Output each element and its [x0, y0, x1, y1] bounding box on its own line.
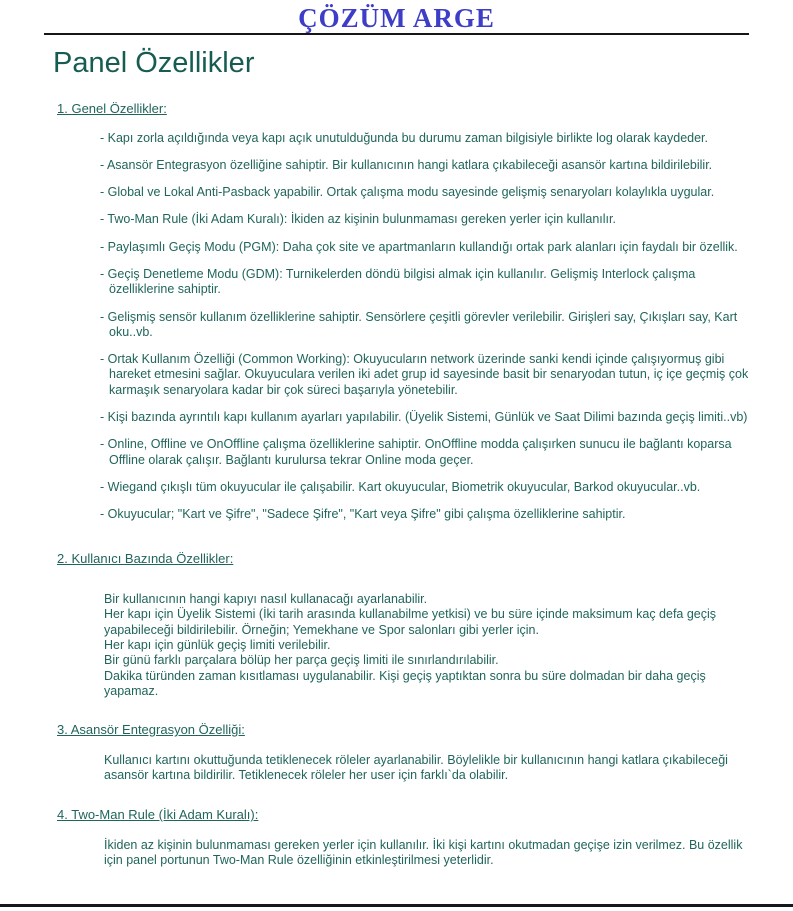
section-heading: 1. Genel Özellikler: — [57, 101, 167, 116]
section-heading: 2. Kullanıcı Bazında Özellikler: — [57, 550, 234, 566]
paragraph-line: Her kapı için günlük geçiş limiti verilebilir. — [104, 637, 331, 652]
page-title: Panel Özellikler — [53, 47, 255, 79]
section — [57, 551, 753, 700]
paragraph-line: Dakika türünden zaman kısıtlaması uygulanabilir. Kişi geçiş yaptıktan sonra bu süre dolmadan bir daha geçiş yapamaz. — [104, 668, 706, 698]
bullet-item: - Two-Man Rule (İki Adam Kuralı): İkiden az kişinin bulunmaması gereken yerler için kullanılır. — [100, 212, 755, 227]
section — [57, 722, 753, 783]
bullet-item: - Kişi bazında ayrıntılı kapı kullanım ayarları yapılabilir. (Üyelik Sistemi, Günlük ve Saat Dilimi bazında geçiş limiti..vb) — [100, 410, 755, 425]
sections-container — [57, 101, 753, 868]
bullet-item: - Wiegand çıkışlı tüm okuyucular ile çalışabilir. Kart okuyucular, Biometrik okuyucular, Barkod okuyucular..vb. — [100, 480, 755, 495]
brand-title: ÇÖZÜM ARGE — [298, 3, 495, 33]
paragraph-line: Her kapı için Üyelik Sistemi (İki tarih arasında kullanabilme yetkisi) ve bu süre içinde maksimum kaç defa geçiş yapabileceği bildirilebilir. Örneğin; Yemekhane ve Spor salonları gibi yerler için. — [104, 607, 717, 637]
bullet-item: - Ortak Kullanım Özelliği (Common Working): Okuyucuların network üzerinde sanki kendi içinde çalışıyormuş gibi hareket etmesini sağlar. Okuyuculara verilen iki adet grup id sayesinde basit bir senaryodan tutun, iç içe geçmiş çok karmaşık senaryolara kadar bir çok süreci başarıyla yönetebilir. — [100, 352, 755, 398]
bullet-item: - Global ve Lokal Anti-Pasback yapabilir. Ortak çalışma modu sayesinde gelişmiş senaryoları kolaylıkla uygular. — [100, 185, 755, 200]
footer-divider — [0, 904, 793, 907]
paragraph-line: Bir günü farklı parçalara bölüp her parça geçiş limiti ile sınırlandırılabilir. — [104, 653, 499, 668]
section-heading: 4. Two-Man Rule (İki Adam Kuralı): — [57, 807, 259, 823]
paragraph-line: İkiden az kişinin bulunmaması gereken yerler için kullanılır. İki kişi kartını okutmadan geçişe izin verilmez. Bu özellik için panel portunun Two-Man Rule özelliğinin etkinleştirilmesi yeterlidir. — [104, 837, 743, 868]
paragraph — [104, 753, 754, 784]
page-header — [0, 0, 793, 32]
paragraph-line: Bir kullanıcının hangi kapıyı nasıl kullanacağı ayarlanabilir. — [104, 592, 428, 607]
paragraph-line: Kullanıcı kartını okuttuğunda tetiklenecek röleler ayarlanabilir. Böylelikle bir kullanıcının hangi katlara çıkabileceği asansör kartına bildirilir. Tetiklenecek röleler her user için farklı`da olabilir. — [104, 752, 728, 782]
bullet-item: - Paylaşımlı Geçiş Modu (PGM): Daha çok site ve apartmanların kullandığı ortak park alanları için faydalı bir özellik. — [100, 240, 755, 255]
bullet-item: - Geçiş Denetleme Modu (GDM): Turnikelerden döndü bilgisi almak için kullanılır. Gelişmiş Interlock çalışma özelliklerine sahiptir. — [100, 267, 755, 298]
bullet-list — [100, 131, 755, 523]
header-divider — [44, 33, 749, 35]
paragraph — [104, 592, 754, 699]
section — [57, 807, 753, 868]
section — [57, 101, 753, 523]
bullet-item: - Kapı zorla açıldığında veya kapı açık unutulduğunda bu durumu zaman bilgisiyle birlikte log olarak kaydeder. — [100, 131, 755, 146]
bullet-item: - Online, Offline ve OnOffline çalışma özelliklerine sahiptir. OnOffline modda çalışırken sunucu ile bağlantı koparsa Offline olarak çalışır. Bağlantı kurulursa tekrar Online moda geçer. — [100, 437, 755, 468]
bullet-item: - Okuyucular; "Kart ve Şifre", "Sadece Şifre", "Kart veya Şifre" gibi çalışma özelliklerine sahiptir. — [100, 507, 755, 522]
section-heading: 3. Asansör Entegrasyon Özelliği: — [57, 722, 245, 738]
bullet-item: - Asansör Entegrasyon özelliğine sahiptir. Bir kullanıcının hangi katlara çıkabileceği asansör kartına bildirilebilir. — [100, 158, 755, 173]
paragraph — [104, 838, 754, 869]
bullet-item: - Gelişmiş sensör kullanım özelliklerine sahiptir. Sensörlere çeşitli görevler verilebilir. Girişleri say, Çıkışları say, Kart oku..vb. — [100, 310, 755, 341]
